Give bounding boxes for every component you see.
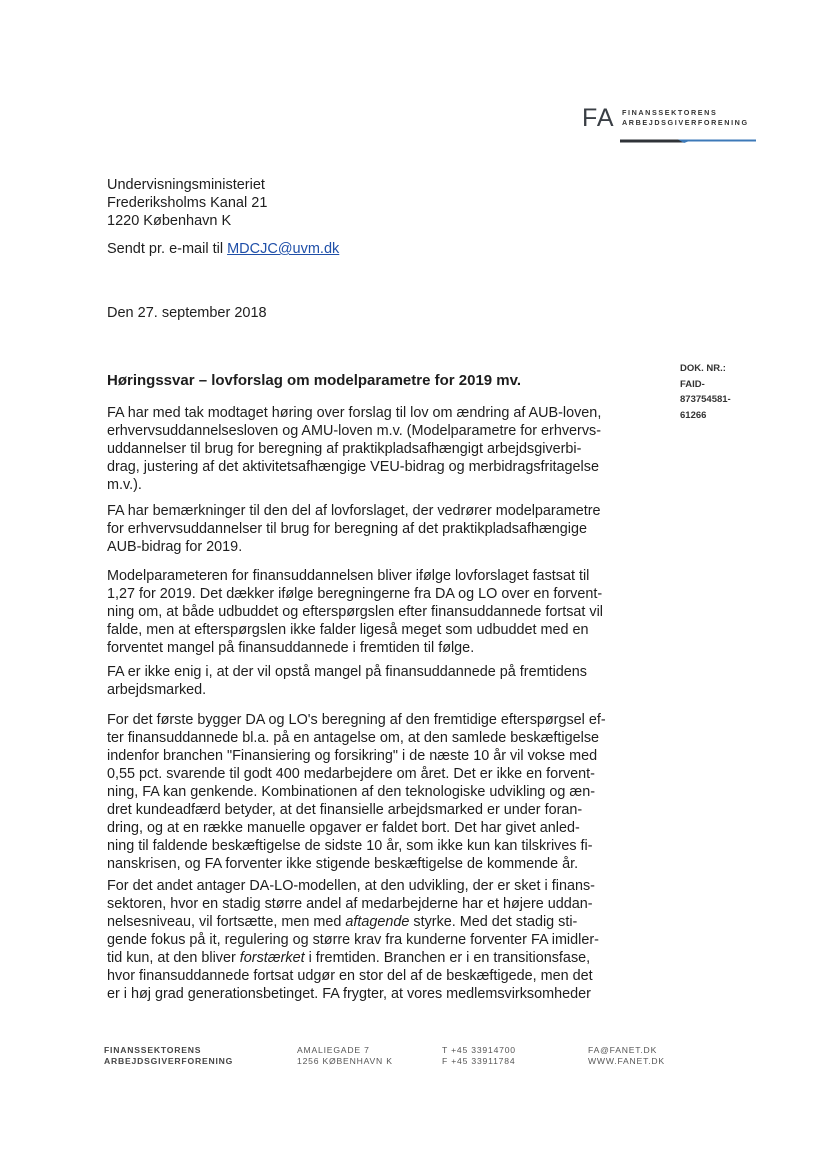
text-line: sektoren, hvor en stadig større andel af medarbejderne har et højere uddan-	[107, 896, 593, 912]
footer-street: AMALIEGADE 7	[297, 1045, 370, 1055]
sent-prefix: Sendt pr. e-mail til	[107, 241, 228, 257]
text-line: 1,27 for 2019. Det dækker ifølge beregningerne fra DA og LO over en forvent-	[107, 586, 603, 602]
document-number	[680, 361, 731, 423]
footer-phone: T +45 33914700	[442, 1045, 516, 1055]
text-line: ter finansuddannede bl.a. på en antagelse om, at den samlede beskæftigelse	[107, 730, 600, 746]
text-line: indenfor branchen "Finansiering og forsikring" i de næste 10 år vil vokse med	[107, 748, 598, 764]
paragraph-1	[107, 404, 637, 494]
doc-line-1: FAID-	[680, 378, 705, 390]
text-segment: nelsesniveau, vil fortsætte, men med	[107, 914, 346, 930]
text-line: gende fokus på it, regulering og større krav fra kunderne forventer FA imidler-	[107, 932, 599, 948]
text-line: for erhvervsuddannelser til brug for beregning af det praktikpladsafhængige	[107, 521, 587, 537]
logo-line-2: ARBEJDSGIVERFORENING	[622, 118, 749, 127]
paragraph-2	[107, 502, 637, 556]
footer-city: 1256 KØBENHAVN K	[297, 1056, 393, 1066]
footer-web	[588, 1045, 665, 1067]
text-segment: styrke. Med det stadig sti-	[409, 914, 578, 930]
text-line: For det første bygger DA og LO's beregning af den fremtidige efterspørgsel ef-	[107, 712, 606, 728]
text-line: FA er ikke enig i, at der vil opstå mangel på finansuddannede på fremtidens	[107, 664, 587, 680]
footer-org-line-1: FINANSSEKTORENS	[104, 1045, 202, 1055]
emphasis-text: aftagende	[345, 914, 410, 930]
footer-website[interactable]: WWW.FANET.DK	[588, 1056, 665, 1066]
footer-organization	[104, 1045, 233, 1067]
text-line: ning, FA kan genkende. Kombinationen af den teknologiske udvikling og æn-	[107, 784, 596, 800]
text-line: FA har med tak modtaget høring over forslag til lov om ændring af AUB-loven,	[107, 405, 602, 421]
text-line: AUB-bidrag for 2019.	[107, 539, 243, 555]
paragraph-5	[107, 711, 637, 873]
text-line: ning til faldende beskæftigelse de sidste 10 år, som ikke kun kan tilskrives fi-	[107, 838, 593, 854]
text-line: ning om, at både udbuddet og efterspørgslen efter finansuddannede fortsat vil	[107, 604, 604, 620]
sent-line	[107, 241, 339, 257]
doc-line-2: 873754581-	[680, 394, 731, 405]
text-line: 0,55 pct. svarende til godt 400 medarbejdere om året. Det er ikke en forvent-	[107, 766, 595, 782]
text-line: erhvervsuddannelsesloven og AMU-loven m.v. (Modelparametre for erhvervs-	[107, 423, 602, 439]
text-line: dret kundeadfærd betyder, at det finansielle arbejdsmarked er under foran-	[107, 802, 583, 818]
paragraph-6	[107, 877, 637, 1003]
text-line: falde, men at efterspørgslen ikke falder ligeså meget som udbuddet med en	[107, 622, 589, 638]
logo-stripe	[620, 138, 756, 144]
doc-label: DOK. NR.:	[680, 363, 726, 374]
letter-date: Den 27. september 2018	[107, 305, 267, 321]
logo-mark: FA	[582, 104, 615, 132]
recipient-line-3: 1220 København K	[107, 213, 232, 229]
text-line: arbejdsmarked.	[107, 682, 207, 698]
recipient-line-1: Undervisningsministeriet	[107, 177, 265, 193]
footer-address	[297, 1045, 393, 1067]
recipient-line-2: Frederiksholms Kanal 21	[107, 195, 268, 211]
letter-title: Høringssvar – lovforslag om modelparametre for 2019 mv.	[107, 372, 522, 389]
text-segment: i fremtiden. Branchen er i en transitionsfase,	[304, 950, 591, 966]
footer-email[interactable]: FA@FANET.DK	[588, 1045, 658, 1055]
emphasis-text: forstærket	[239, 950, 305, 966]
text-line: er i høj grad generationsbetinget. FA frygter, at vores medlemsvirksomheder	[107, 986, 591, 1002]
text-line	[107, 913, 637, 931]
text-line: dring, og at en række manuelle opgaver er faldet bort. Det har givet anled-	[107, 820, 580, 836]
doc-line-3: 61266	[680, 409, 707, 421]
text-line: drag, justering af det aktivitetsafhængige VEU-bidrag og merbidragsfritagelse	[107, 459, 599, 475]
footer-org-line-2: ARBEJDSGIVERFORENING	[104, 1056, 234, 1066]
footer-fax: F +45 33911784	[442, 1056, 516, 1066]
logo-line-1: FINANSSEKTORENS	[622, 108, 718, 117]
paragraph-4	[107, 663, 637, 699]
text-line	[107, 949, 637, 967]
text-line: FA har bemærkninger til den del af lovforslaget, der vedrører modelparametre	[107, 503, 601, 519]
text-segment: tid kun, at den bliver	[107, 950, 240, 966]
email-link[interactable]: MDCJC@uvm.dk	[227, 241, 340, 257]
text-line: hvor finansuddannede fortsat udgør en stor del af de beskæftigede, men det	[107, 968, 593, 984]
text-line: nanskrisen, og FA forventer ikke stigende beskæftigelse de kommende år.	[107, 856, 579, 872]
text-line: forventet mangel på finansuddannede i fremtiden til følge.	[107, 640, 475, 656]
recipient-address	[107, 176, 267, 230]
text-line: Modelparameteren for finansuddannelsen bliver ifølge lovforslaget fastsat til	[107, 568, 590, 584]
text-line: m.v.).	[107, 477, 142, 493]
footer-contact	[442, 1045, 516, 1067]
paragraph-3	[107, 567, 637, 657]
logo-wordmark	[622, 108, 749, 128]
text-line: uddannelser til brug for beregning af praktikpladsafhængigt arbejdsgiverbi-	[107, 441, 582, 457]
text-line: For det andet antager DA-LO-modellen, at den udvikling, der er sket i finans-	[107, 878, 595, 894]
